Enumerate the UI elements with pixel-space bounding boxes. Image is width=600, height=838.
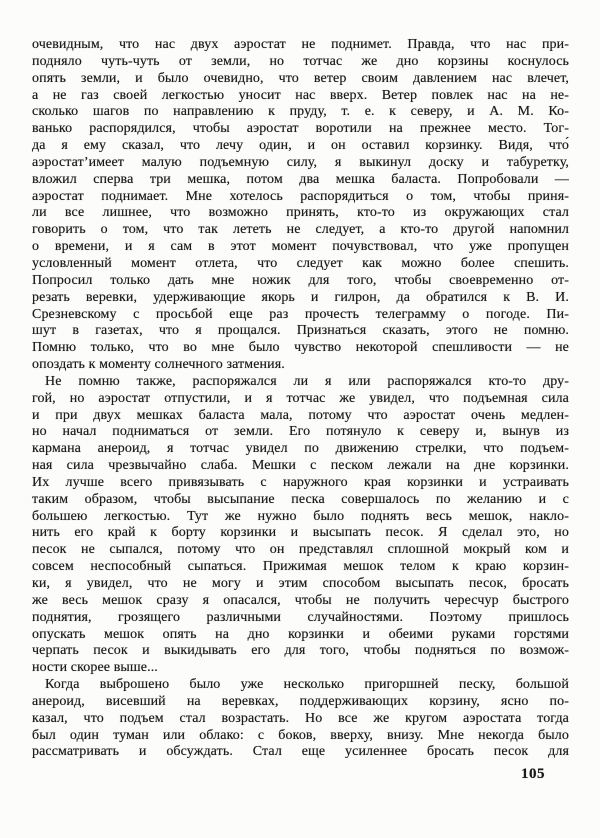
text-line: ности скорее выше... [32,660,158,676]
text-line: же весь мешок сразу я опасался, чтобы не получить чересчур быстрого [32,592,569,608]
text-line: опоздать к моменту солнечного затмения. [32,357,285,373]
text-line: а не газ своей легкостью уносит нас вверх. Ветер повлек нас на не- [32,87,569,103]
text-line: вложил сперва три мешка, потом два мешка баласта. Попробовали — [32,171,569,187]
text-line: аэростат’имеет малую подъемную силу, я выкинул доску и табуретку, [32,154,569,170]
text-line: нить его край к борту корзинки и высыпать песок. Я сделал это, но [32,525,569,541]
text-line: Помню только, что во мне было чувство некоторой спешливости — не [32,340,569,356]
text-line: говорить о том, что так лететь не следует, а кто-то другой напомнил [32,222,569,238]
text-line: резать веревки, удерживающие якорь и гилрон, да обратился к В. И. [32,289,569,305]
text-line: Когда выброшено было уже несколько пригоршней песку, большой [45,677,569,693]
text-line: ли все лишнее, что возможно принять, кто-то из окружающих стал [32,205,569,221]
text-line: опускать мешок опять на дно корзинки и обеими руками горстями [32,626,569,642]
text-line: шут в газетах, что я прощался. Признаться сказать, этого не помню. [32,323,569,339]
text-line: песок не сыпался, потому что он представлял сплошной мокрый ком и [32,542,569,558]
page-number: 105 [521,766,545,782]
text-line: о времени, и я сам в этот момент почувствовал, что уже пропущен [32,239,569,255]
text-line: да я ему сказал, что лечу один, и он оставил корзинку. Видя, что́ [32,138,569,154]
text-line: поднятия, грозящего различными случайностями. Поэтому пришлось [32,609,569,625]
text-line: ванько распорядился, чтобы аэростат воротили на прежнее место. Тог- [32,121,569,137]
text-line: сколько шагов по направлению к пруду, т. е. к северу, и А. М. Ко- [32,104,569,120]
text-line: был один туман или облако: с боков, вверху, внизу. Мне некогда было [32,727,569,743]
text-line: Не помню также, распоряжался ли я или распоряжался кто-то дру- [45,373,569,389]
text-line: рассматривать и обсуждать. Стал еще усиленнее бросать песок для [32,744,569,760]
text-line: подняло чуть-чуть от земли, но тотчас же дно корзины коснулось [32,53,569,69]
text-line: ки, я увидел, что не могу и этим способом высыпать песок, бросать [32,576,569,591]
text-line: казал, что подъем стал возрастать. Но все же кругом аэростата тогда [32,710,569,726]
text-line: кармана анероид, я тотчас увидел по движению стрелки, что подъем- [32,441,569,457]
text-line: таким образом, чтобы высыпание песка совершалось по желанию и с [32,491,569,507]
text-line: Их лучше всего привязывать с наружного края корзинки и устраивать [32,474,569,490]
text-line: совсем неспособный сыпаться. Прижимая мешок телом к краю корзин- [32,559,569,575]
text-line: и при двух мешках баласта мала, потому что аэростат очень медлен- [32,407,569,423]
text-line: ная сила чрезвычайно слаба. Мешки с песком лежали на дне корзинки. [32,458,569,474]
text-line: условленный момент отлета, что следует как можно более спешить. [32,255,569,271]
text-line: Попросил только дать мне ножик для того, чтобы своевременно от- [32,272,569,288]
text-line: гой, но аэростат отпустили, и я тотчас же увидел, что подъемная сила [32,390,569,406]
text-line: но начал подниматься от земли. Его потянуло к северу и, вынув из [32,424,569,440]
text-line: анероид, висевший на веревках, поддерживающих корзину, ясно по- [32,693,569,709]
text-line: очевидным, что нас двух аэростат не поднимет. Правда, что нас при- [32,37,569,52]
page-text [32,37,569,761]
text-line: Срезневскому с просьбой еще раз прочесть телеграмму о погоде. Пи- [32,306,569,322]
text-line: аэростат поднимает. Мне хотелось распорядиться о том, чтобы приня- [32,188,569,204]
text-line: опять земли, и было очевидно, что ветер своим давлением нас влечет, [32,70,569,86]
text-line: черпать песок и выкидывать его для того, чтобы подняться по возмож- [32,643,569,659]
text-line: большею легкостью. Тут же нужно было поднять весь мешок, накло- [32,508,569,524]
